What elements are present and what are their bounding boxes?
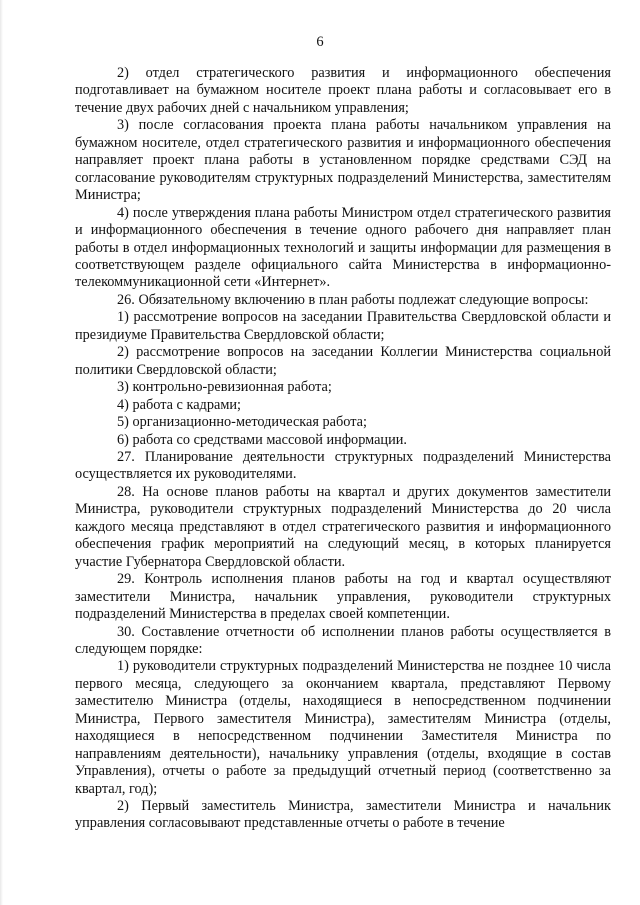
paragraph-clause-28: 28. На основе планов работы на квартал и других документов заместители Министра, руководители структурных подразделений Министерства до 20 числа каждого месяца представляют в отдел стратегического развития и информационного обеспечения график мероприятий на следующий месяц, в которых планируется участие Губернатора Свердловской области. (75, 483, 611, 570)
paragraph-clause-30: 30. Составление отчетности об исполнении планов работы осуществляется в следующем порядке: (75, 623, 611, 657)
scan-edge-shadow (0, 0, 3, 905)
page-number: 6 (316, 34, 324, 50)
document-body (75, 65, 611, 833)
paragraph-item-3: 3) после согласования проекта плана работы начальником управления на бумажном носителе, отдел стратегического развития и информационного обеспечения направляет проект плана работы в установленном порядке средствами СЭД на согласование руководителям структурных подразделений Министерства, заместителям Министра; (75, 117, 611, 204)
paragraph-26-item-2: 2) рассмотрение вопросов на заседании Коллегии Министерства социальной политики Свердловской области; (75, 344, 611, 378)
paragraph-26-item-6: 6) работа со средствами массовой информации. (117, 431, 407, 448)
paragraph-clause-27: 27. Планирование деятельности структурных подразделений Министерства осуществляется их руководителями. (75, 448, 611, 483)
paragraph-clause-26: 26. Обязательному включению в план работы подлежат следующие вопросы: (117, 291, 589, 308)
paragraph-item-2: 2) отдел стратегического развития и информационного обеспечения подготавливает на бумажном носителе проект плана работы и согласовывает его в течение двух рабочих дней с начальником управления; (75, 65, 611, 116)
paragraph-26-item-3: 3) контрольно-ревизионная работа; (117, 379, 332, 396)
paragraph-26-item-1: 1) рассмотрение вопросов на заседании Правительства Свердловской области и президиуме Правительства Свердловской области; (75, 309, 611, 343)
paragraph-30-item-2: 2) Первый заместитель Министра, заместители Министра и начальник управления согласовывают представленные отчеты о работе в течение (75, 798, 611, 832)
paragraph-26-item-4: 4) работа с кадрами; (117, 396, 241, 413)
paragraph-26-item-5: 5) организационно-методическая работа; (117, 414, 367, 431)
paragraph-clause-29: 29. Контроль исполнения планов работы на год и квартал осуществляют заместители Министра, начальник управления, руководители структурных подразделений Министерства в пределах своей компетенции. (75, 571, 611, 623)
paragraph-item-4: 4) после утверждения плана работы Министром отдел стратегического развития и информационного обеспечения в течение одного рабочего дня направляет план работы в отдел информационных технологий и защиты информации для размещения в соответствующем разделе официального сайта Министерства в информационно-телекоммуникационной сети «Интернет». (75, 204, 611, 291)
paragraph-30-item-1: 1) руководители структурных подразделений Министерства не позднее 10 числа первого месяца, следующего за окончанием квартала, представляют Первому заместителю Министра (отделы, находящиеся в непосредственном подчинении Министра, Первого заместителя Министра), заместителям Министра (отделы, находящиеся в непосредственном подчинении Заместителя Министра по направлениям деятельности), начальнику управления (отделы, входящие в состав Управления), отчеты о работе за предыдущий отчетный период (соответственно за квартал, год); (75, 658, 611, 797)
